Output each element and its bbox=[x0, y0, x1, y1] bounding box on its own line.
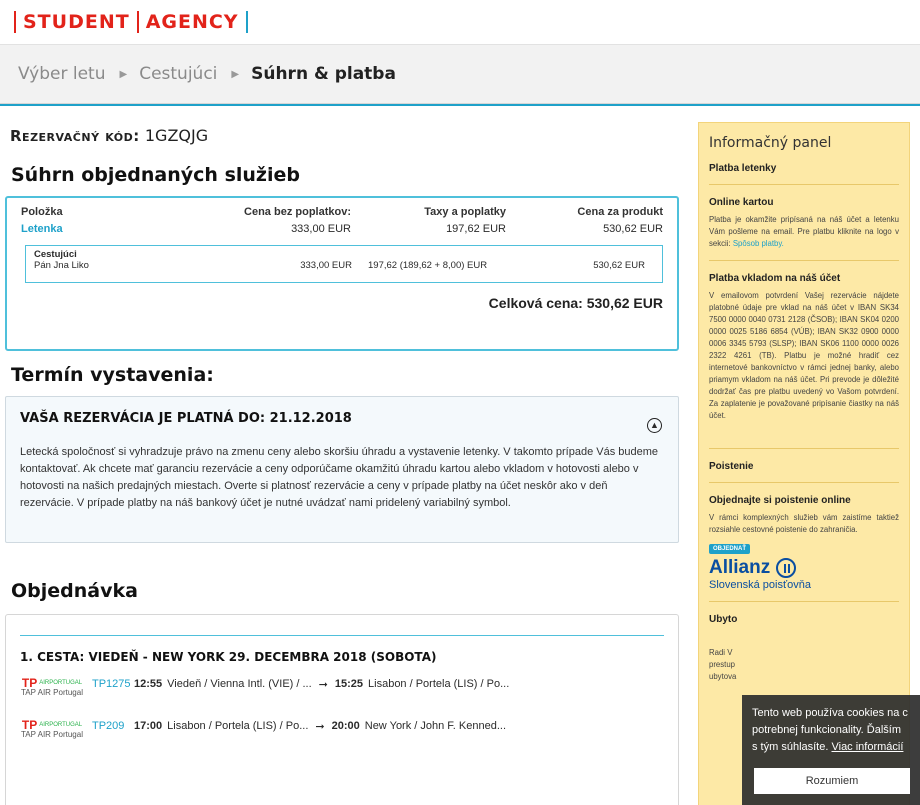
item-taxes: 197,62 EUR bbox=[446, 223, 506, 235]
student-agency-logo[interactable] bbox=[14, 11, 248, 33]
breadcrumb-step-summary: Súhrn & platba bbox=[251, 64, 396, 84]
order-heading: Objednávka bbox=[11, 580, 138, 602]
cookie-banner bbox=[742, 695, 920, 805]
chevron-right-icon: ▶ bbox=[119, 68, 128, 80]
logo-word-student: STUDENT bbox=[23, 11, 130, 33]
flight-row[interactable] bbox=[20, 720, 664, 740]
cookie-accept-button[interactable]: Rozumiem bbox=[754, 768, 910, 794]
info-panel-title: Informačný panel bbox=[709, 135, 832, 151]
info-online-text: Platba je okamžite pripísaná na náš účet a letenku Vám pošleme na email. Pre platbu kliknite na logo v sekcii: Spôsob platby. bbox=[709, 215, 899, 248]
order-divider bbox=[20, 635, 664, 636]
logo-word-agency: AGENCY bbox=[145, 11, 239, 33]
validity-text: Letecká spoločnosť si vyhradzuje právo na zmenu ceny alebo skoršiu úhradu a vystavenie letenky. V takomto prípade Vás budeme kontaktovať. Ak chcete mať garanciu rezervácie a ceny odporúčame okamžitú úhradu kartou alebo vkladom v hotovosti alebo v hotovosti na našich predajných miestach. Overte si platnosť rezervácie a ceny v prípade platby na účet neskôr ako v deň rezervácie. V prípade platby na náš bankový účet je nutné uvádzať nami pridelený variabilný symbol. bbox=[20, 446, 659, 509]
cookie-line: s tým súhlasíte. Viac informácií bbox=[752, 741, 904, 753]
info-divider bbox=[709, 260, 899, 261]
reservation-code-label: Rezervačný kód: bbox=[10, 127, 140, 145]
departure-time: 12:55 bbox=[134, 678, 163, 690]
allianz-name: Allianz bbox=[709, 557, 771, 578]
departure-time: 17:00 bbox=[134, 720, 163, 732]
flight-number[interactable]: TP1275 bbox=[92, 678, 131, 690]
airline-info bbox=[20, 720, 84, 740]
breadcrumb-divider bbox=[0, 104, 920, 106]
grand-total: Celková cena: 530,62 EUR bbox=[488, 295, 663, 311]
summary-heading: Súhrn objednaných služieb bbox=[11, 164, 300, 186]
passenger-total: 530,62 EUR bbox=[593, 260, 645, 271]
order-insurance-badge[interactable]: OBJEDNAŤ bbox=[709, 544, 750, 554]
col-item: Položka bbox=[21, 206, 63, 218]
passenger-row bbox=[25, 245, 663, 283]
reservation-code bbox=[10, 126, 208, 145]
allianz-logo[interactable] bbox=[709, 557, 899, 579]
passenger-taxes: 197,62 (189,62 + 8,00) EUR bbox=[368, 260, 488, 271]
breadcrumb-step-flight[interactable]: Výber letu bbox=[18, 64, 106, 84]
trip-title: 1. CESTA: VIEDEŇ - NEW YORK 29. DECEMBRA 2018 (SOBOTA) bbox=[20, 650, 437, 664]
departure-place: Viedeň / Vienna Intl. (VIE) / ... bbox=[167, 678, 312, 690]
arrow-right-icon: ➞ bbox=[315, 721, 325, 733]
logo-bar bbox=[246, 11, 248, 33]
collapse-toggle-icon[interactable]: ▲ bbox=[647, 418, 662, 433]
info-divider bbox=[709, 184, 899, 185]
passenger-label: Cestujúci bbox=[34, 249, 77, 260]
info-divider bbox=[709, 601, 899, 602]
info-accommodation-text: Radi V prestup ubytova bbox=[709, 648, 737, 681]
term-heading: Termín vystavenia: bbox=[11, 364, 214, 386]
info-divider bbox=[709, 482, 899, 483]
airline-name: TAP AIR Portugal bbox=[21, 730, 83, 739]
arrival-place: New York / John F. Kenned... bbox=[364, 720, 507, 732]
allianz-subtitle: Slovenská poisťovňa bbox=[709, 579, 811, 591]
summary-header-row bbox=[21, 206, 663, 218]
chevron-right-icon: ▶ bbox=[231, 68, 240, 80]
cookie-more-info-link[interactable]: Viac informácií bbox=[831, 741, 904, 753]
info-accommodation-heading: Ubyto bbox=[709, 614, 738, 625]
info-divider bbox=[709, 448, 899, 449]
validity-title: VAŠA REZERVÁCIA JE PLATNÁ DO: 21.12.2018 bbox=[20, 411, 352, 426]
arrival-place: Lisabon / Portela (LIS) / Po... bbox=[368, 678, 510, 690]
info-deposit-text: V emailovom potvrdení Vašej rezervácie nájdete platobné údaje pre vklad na náš účet v IBAN SK34 7500 0000 0040 0731 2128 (ČSOB); IBAN SK04 0200 0000 0025 5186 6854 (VÚB); IBAN SK32 0900 0000 0006 3345 5793 (SLSP); IBAN SK06 1100 0000 0026 2322 4261 (TB). Platbu je možné hradiť cez internetové bankovníctvo v rámci jednej banky, alebo priamym vkladom na náš účet. Pri prevode je dôležité dodržať čas pre platbu uvedený vo Vašom potvrdení. Za zaplatenie je považované pripísanie čiastky na náš účet. bbox=[709, 291, 899, 420]
arrival-time: 20:00 bbox=[331, 720, 360, 732]
airline-logo-mark: TP bbox=[21, 718, 38, 732]
col-taxes: Taxy a poplatky bbox=[424, 206, 506, 218]
info-deposit-heading: Platba vkladom na náš účet bbox=[709, 273, 841, 284]
tap-logo-icon bbox=[20, 678, 84, 688]
info-payment-heading: Platba letenky bbox=[709, 163, 777, 174]
cookie-line: Tento web používa cookies na c bbox=[752, 707, 908, 719]
tap-logo-icon bbox=[20, 720, 84, 730]
airline-logo-sub: AIRPORTUGAL bbox=[39, 680, 83, 686]
airline-info bbox=[20, 678, 84, 698]
col-base-price: Cena bez poplatkov: bbox=[244, 206, 351, 218]
order-box bbox=[5, 614, 679, 805]
passenger-name: Pán Jna Liko bbox=[34, 260, 89, 271]
item-base-price: 333,00 EUR bbox=[291, 223, 351, 235]
passenger-base-price: 333,00 EUR bbox=[300, 260, 352, 271]
info-insurance-heading: Poistenie bbox=[709, 461, 754, 472]
reservation-code-value: 1GZQJG bbox=[144, 126, 209, 145]
payment-method-link[interactable]: Spôsob platby. bbox=[732, 239, 784, 248]
breadcrumb bbox=[0, 44, 920, 104]
info-insurance-text: V rámci komplexných služieb vám zaistíme taktiež rozsiahle cestovné poistenie do zahraničia. bbox=[709, 513, 899, 534]
airline-name: TAP AIR Portugal bbox=[21, 688, 83, 697]
arrow-right-icon: ➞ bbox=[318, 679, 328, 691]
allianz-eagle-icon bbox=[776, 558, 796, 578]
departure-place: Lisabon / Portela (LIS) / Po... bbox=[167, 720, 309, 732]
validity-box bbox=[5, 396, 679, 543]
flight-row[interactable] bbox=[20, 678, 664, 698]
breadcrumb-step-passengers[interactable]: Cestujúci bbox=[139, 64, 218, 84]
order-summary-box bbox=[5, 196, 679, 351]
airline-logo-mark: TP bbox=[21, 676, 38, 690]
info-online-heading: Online kartou bbox=[709, 197, 774, 208]
top-header bbox=[0, 0, 920, 44]
flight-number[interactable]: TP209 bbox=[92, 720, 125, 732]
col-product-price: Cena za produkt bbox=[577, 206, 663, 218]
arrival-time: 15:25 bbox=[334, 678, 364, 690]
summary-item-row bbox=[21, 223, 663, 235]
airline-logo-sub: AIRPORTUGAL bbox=[39, 722, 83, 728]
item-ticket-link[interactable]: Letenka bbox=[21, 223, 63, 235]
info-insurance-title: Objednajte si poistenie online bbox=[709, 495, 851, 506]
item-total: 530,62 EUR bbox=[603, 223, 663, 235]
cookie-line: potrebnej funkcionality. Ďalším bbox=[752, 724, 901, 736]
